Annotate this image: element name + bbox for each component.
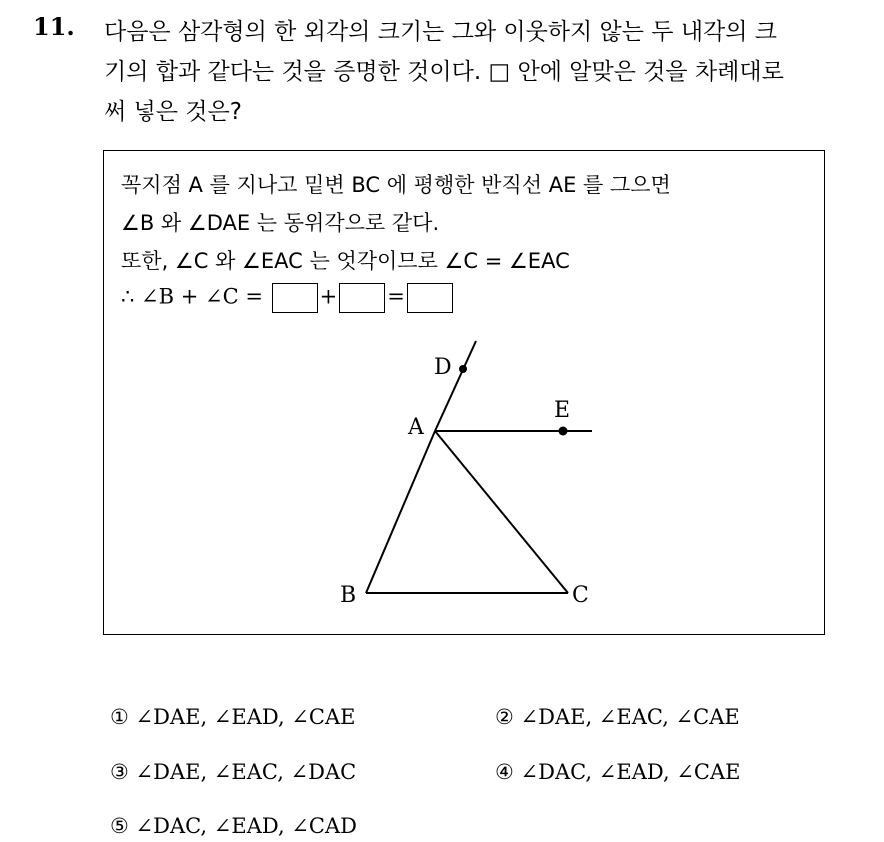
choice-2-number: ②	[495, 705, 514, 729]
choice-5[interactable]	[110, 814, 357, 838]
label-a: A	[408, 415, 424, 440]
side-ac	[435, 431, 568, 593]
proof-line-1-text: 꼭지점 A 를 지나고 밑변 BC 에 평행한 반직선 AE 를 그으면	[121, 173, 671, 197]
proof-conclusion-prefix: ∴ ∠B + ∠C =	[121, 284, 270, 309]
choice-1[interactable]	[110, 705, 355, 729]
proof-line-3-text: 또한, ∠C 와 ∠EAC 는 엇각이므로 ∠C = ∠EAC	[121, 249, 570, 273]
point-e	[559, 427, 568, 436]
choice-3-text: ∠DAE, ∠EAC, ∠DAC	[135, 760, 357, 784]
choice-5-text: ∠DAC, ∠EAD, ∠CAD	[135, 814, 357, 838]
choice-1-text: ∠DAE, ∠EAD, ∠CAE	[135, 705, 356, 729]
choice-2-text: ∠DAE, ∠EAC, ∠CAE	[520, 705, 740, 729]
label-d: D	[434, 355, 452, 380]
question-number: 11.	[33, 12, 75, 41]
proof-line-2-text: ∠B 와 ∠DAE 는 동위각으로 같다.	[121, 211, 440, 235]
plus-sign: +	[319, 284, 338, 309]
choice-5-number: ⑤	[110, 814, 129, 838]
choice-3-number: ③	[110, 760, 129, 784]
triangle-figure	[104, 151, 824, 634]
label-e: E	[554, 398, 571, 423]
choice-4-text: ∠DAC, ∠EAD, ∠CAE	[520, 760, 741, 784]
equals-sign: =	[387, 284, 405, 309]
label-c: C	[572, 583, 589, 608]
choice-3[interactable]	[110, 760, 356, 784]
point-d	[459, 365, 467, 373]
label-b: B	[340, 583, 357, 608]
choice-4[interactable]	[495, 760, 740, 784]
stem-line-1: 다음은 삼각형의 한 외각의 크기는 그와 이웃하지 않는 두 내각의 크	[104, 19, 777, 45]
proof-box	[103, 150, 825, 635]
choice-2[interactable]	[495, 705, 740, 729]
stem-line-2: 기의 합과 같다는 것을 증명한 것이다. □ 안에 알맞은 것을 차례대로	[104, 59, 784, 85]
choice-1-number: ①	[110, 705, 129, 729]
choice-4-number: ④	[495, 760, 514, 784]
stem-line-3: 써 넣은 것은?	[104, 99, 242, 125]
question-stem	[104, 12, 864, 132]
side-ab	[366, 431, 435, 593]
